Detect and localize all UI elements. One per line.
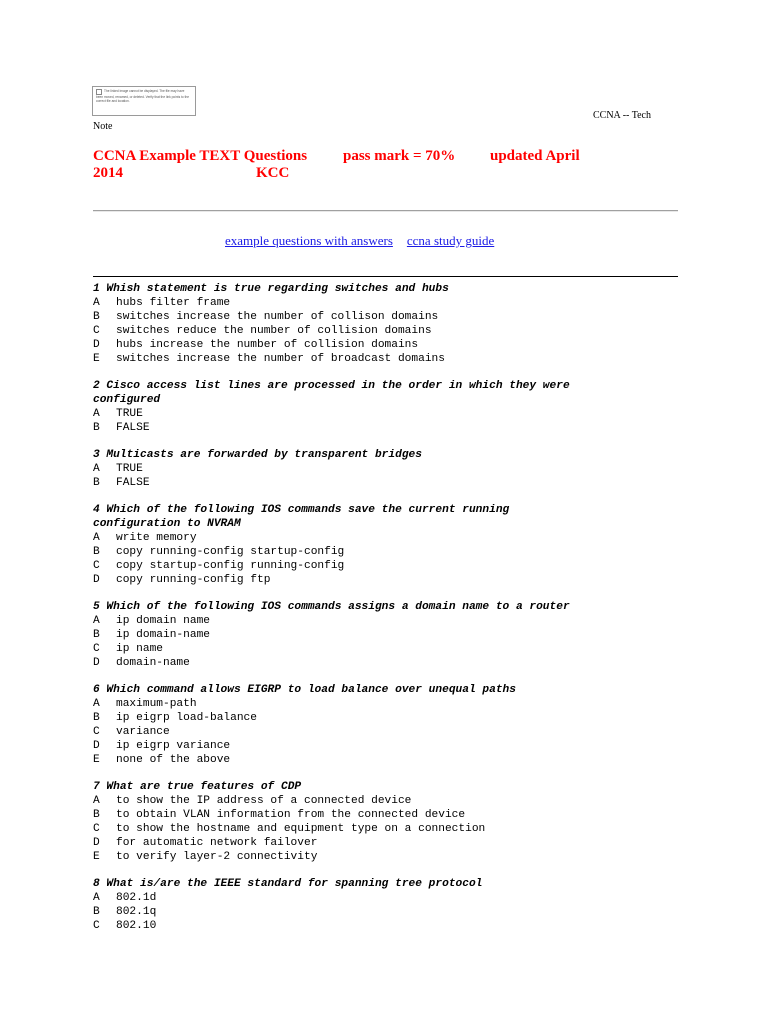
option-letter: D [93,836,100,849]
question-6 [93,684,693,767]
option-text: none of the above [116,753,231,766]
header-label: CCNA -- Tech [593,110,651,121]
answer-option [93,823,693,837]
question-text: 8 What is/are the IEEE standard for spanning tree protocol [93,878,483,891]
option-letter: A [93,698,100,711]
title-updated: updated April [490,148,580,164]
answer-option [93,657,693,671]
option-letter: B [93,712,100,725]
question-1 [93,283,693,366]
option-text: domain-name [116,656,190,669]
option-letter: B [93,629,100,642]
answer-option [93,740,693,754]
option-text: copy running-config ftp [116,573,271,586]
answer-option [93,712,693,726]
answer-option [93,837,693,851]
option-letter: E [93,753,100,766]
option-letter: B [93,905,100,918]
question-5 [93,601,693,671]
option-letter: A [93,462,100,475]
answer-option [93,560,693,574]
option-text: copy startup-config running-config [116,559,345,572]
title-year: 2014 [93,165,123,181]
option-letter: B [93,809,100,821]
option-text: 802.1q [116,905,157,918]
answer-option [93,311,693,325]
answer-option [93,297,693,311]
option-letter: C [93,822,100,835]
option-letter: A [93,795,100,808]
option-text: 802.10 [116,919,157,932]
option-text: TRUE [116,407,143,420]
page-title [93,148,693,188]
option-text: switches increase the number of broadcast domains [116,352,445,365]
answer-option [93,643,693,657]
option-letter: C [93,642,100,655]
question-text: 5 Which of the following IOS commands assigns a domain name to a router [93,601,570,614]
answer-option [93,408,693,422]
question-3 [93,449,693,491]
option-text: FALSE [116,421,150,434]
option-text: hubs filter frame [116,296,231,309]
option-text: maximum-path [116,698,197,711]
divider-bottom [93,276,678,277]
option-letter: C [93,919,100,932]
answer-option [93,795,693,809]
link-bar [225,233,494,249]
option-text: ip eigrp load-balance [116,712,257,725]
question-7 [93,781,693,864]
option-letter: B [93,310,100,323]
option-text: to obtain VLAN information from the connected device [116,809,466,821]
answer-option [93,892,693,906]
option-letter: E [93,850,100,863]
question-text: 6 Which command allows EIGRP to load balance over unequal paths [93,684,516,697]
question-text: 7 What are true features of CDP [93,781,302,794]
option-letter: B [93,546,100,558]
option-text: 802.1d [116,892,157,905]
answer-option [93,353,693,367]
answer-option [93,809,693,823]
broken-image-text: The linked image cannot be displayed. The file may have been moved, renamed, or deleted. Verify that the link points to the correct file and location. [96,89,190,103]
option-letter: C [93,559,100,572]
option-text: ip name [116,642,163,655]
option-letter: A [93,615,100,628]
answer-option [93,698,693,712]
answer-option [93,726,693,740]
option-letter: A [93,532,100,545]
option-text: switches reduce the number of collision domains [116,324,432,337]
answer-option [93,851,693,865]
answer-option [93,906,693,920]
question-text: configuration to NVRAM [93,518,241,531]
option-text: switches increase the number of collison domains [116,310,439,323]
title-author: KCC [256,165,290,181]
question-4 [93,504,693,587]
question-text: configured [93,393,161,406]
answer-option [93,546,693,560]
answer-option [93,325,693,339]
option-text: hubs increase the number of collision domains [116,338,419,351]
answer-option [93,574,693,588]
option-letter: B [93,476,100,489]
option-text: TRUE [116,462,143,475]
question-8 [93,878,693,934]
question-text: 3 Multicasts are forwarded by transparent bridges [93,449,422,462]
broken-image-placeholder [92,86,196,116]
option-letter: D [93,656,100,669]
note-label: Note [93,121,113,132]
option-letter: E [93,352,100,365]
question-list [93,283,693,947]
option-text: to show the hostname and equipment type on a connection [116,822,486,835]
question-2 [93,380,693,436]
option-letter: B [93,421,100,434]
option-letter: C [93,324,100,337]
answer-option [93,422,693,436]
option-text: FALSE [116,476,150,489]
answer-option [93,615,693,629]
answer-option [93,629,693,643]
option-text: write memory [116,532,197,545]
title-pass-mark: pass mark = 70% [343,148,456,164]
option-letter: D [93,573,100,586]
option-letter: A [93,296,100,309]
option-text: copy running-config startup-config [116,546,345,558]
answer-option [93,754,693,768]
option-letter: D [93,338,100,351]
option-letter: C [93,725,100,738]
answer-option [93,477,693,491]
option-text: variance [116,725,170,738]
answer-option [93,920,693,934]
option-text: for automatic network failover [116,836,318,849]
example-questions-link[interactable]: example questions with answers [225,233,393,248]
option-letter: A [93,892,100,905]
question-text: 4 Which of the following IOS commands save the current running [93,504,510,517]
option-text: ip eigrp variance [116,739,231,752]
answer-option [93,339,693,353]
option-letter: A [93,407,100,420]
answer-option [93,463,693,477]
option-text: ip domain-name [116,629,210,642]
option-text: to verify layer-2 connectivity [116,850,318,863]
option-text: ip domain name [116,615,210,628]
question-text: 1 Whish statement is true regarding switches and hubs [93,283,449,295]
study-guide-link[interactable]: ccna study guide [406,233,495,248]
question-text: 2 Cisco access list lines are processed in the order in which they were [93,379,570,392]
option-letter: D [93,739,100,752]
answer-option [93,532,693,546]
divider-top [93,210,678,212]
title-main: CCNA Example TEXT Questions [93,148,308,164]
option-text: to show the IP address of a connected device [116,795,412,808]
